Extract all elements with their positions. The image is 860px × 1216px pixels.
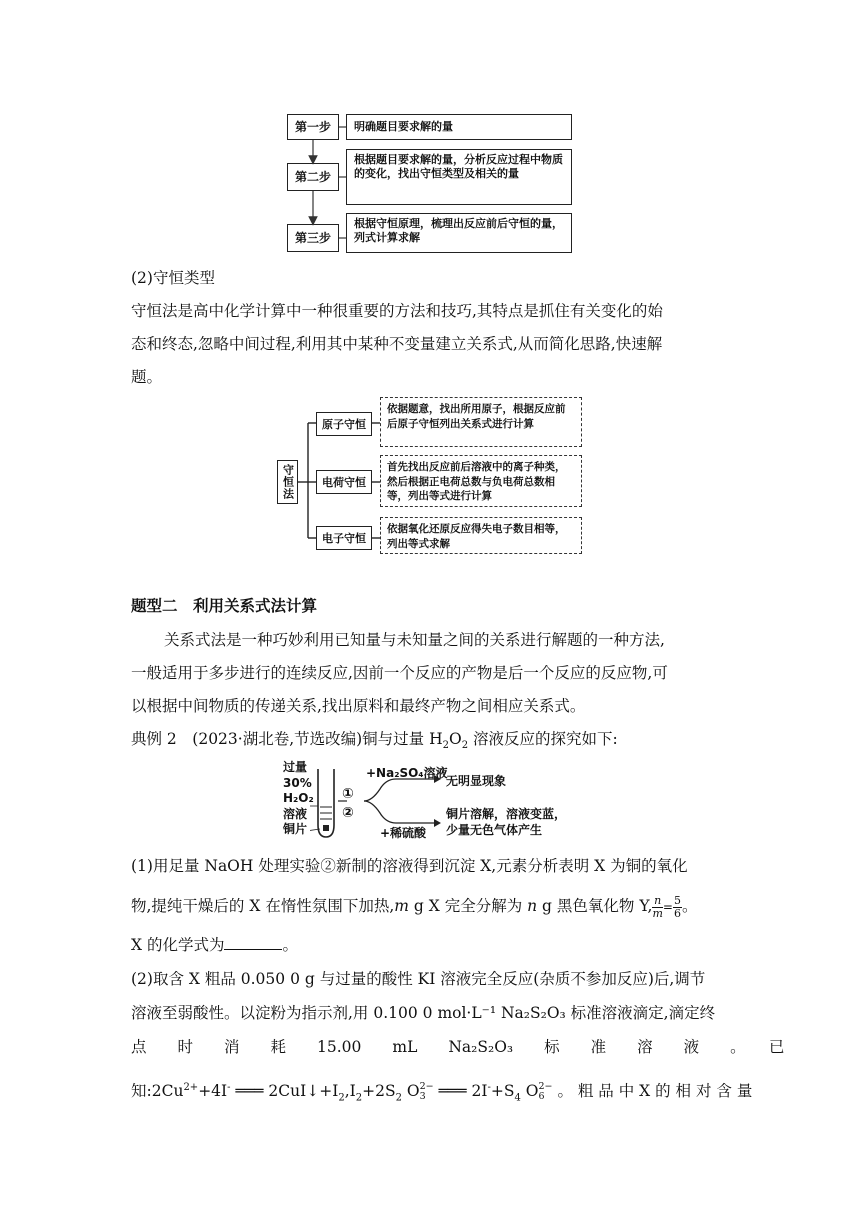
q1-line3-b: 。	[282, 936, 298, 954]
step2-desc: 根据题目要求解的量，分析反应过程中物质的变化，找出守恒类型及相关的量	[346, 149, 572, 205]
q2-l4-j: 。 粗 品 中 X 的 相 对 含 量	[552, 1082, 753, 1101]
q2-l4-sub4: 4	[514, 1092, 521, 1104]
q2-line2: 溶液至弱酸性。以淀粉为指示剂,用 0.100 0 mol·L⁻¹ Na₂S₂O₃ 标准溶液滴定,滴定终	[131, 1004, 716, 1022]
q1-var-m: m	[394, 897, 409, 915]
q2-l4-e: +2S	[362, 1082, 396, 1101]
circle-1: ①	[342, 786, 354, 802]
conservation-para-line2: 态和终态,忽略中间过程,利用其中某种不变量建立关系式,从而简化思路,快速解	[131, 335, 663, 353]
electron-conservation-desc: 依据氧化还原反应得失电子数目相等，列出等式求解	[380, 517, 582, 554]
q1-frac-nm: $\frac{n}{m}$	[652, 893, 663, 920]
q1-line1: (1)用足量 NaOH 处理实验②新制的溶液得到沉淀 X,元素分析表明 X 为铜的氧化	[131, 857, 688, 875]
result-2	[446, 806, 566, 838]
example2-intro-b: O	[449, 730, 462, 748]
q2-l4-sub1: 2	[338, 1092, 345, 1104]
circle-2: ②	[342, 805, 354, 821]
tube-label-3: H₂O₂	[283, 791, 314, 805]
step3-desc: 根据守恒原理，梳理出反应前后守恒的量，列式计算求解	[346, 213, 572, 253]
step1-box: 第一步	[287, 114, 339, 140]
q1-equals: =	[662, 900, 673, 914]
q1-line2-c: g 黑色氧化物 Y,	[537, 897, 653, 915]
example2-intro-c: 溶液反应的探究如下:	[468, 730, 618, 748]
q1-line3-a: X 的化学式为	[131, 936, 225, 954]
step1-desc: 明确题目要求解的量	[346, 114, 572, 140]
q2-l4-b: +4I	[198, 1082, 228, 1101]
q2-l4-f: O	[402, 1082, 420, 1101]
tube-label-2: 30%	[283, 775, 312, 790]
step2-box: 第二步	[287, 163, 339, 191]
tube-label-5: 铜片	[283, 822, 308, 836]
charge-conservation-box: 电荷守恒	[316, 470, 372, 494]
charge-conservation-desc: 首先找出反应前后溶液中的离子种类，然后根据正电荷总数与负电荷总数相等，列出等式进行计算	[380, 455, 582, 507]
conservation-para-line1: 守恒法是高中化学计算中一种很重要的方法和技巧,其特点是抓住有关变化的始	[131, 302, 663, 320]
type2-para-line1: 关系式法是一种巧妙利用已知量与未知量之间的关系进行解题的一种方法,	[164, 631, 665, 649]
q1-line2	[131, 891, 698, 923]
step3-box: 第三步	[287, 224, 339, 252]
q2-l4-g: ═══ 2I	[433, 1082, 488, 1101]
result-2-line1: 铜片溶解，溶液变蓝，	[446, 807, 567, 821]
q2-ion2: 2− 6	[538, 1081, 553, 1103]
example2-intro-a: 典例 2 (2023·湖北卷,节选改编)铜与过量 H	[131, 730, 443, 748]
example2-sub2: 2	[461, 740, 469, 752]
q2-l4-a: 知:2Cu	[131, 1082, 184, 1101]
type2-para-line2: 一般适用于多步进行的连续反应,因前一个反应的产物是后一个反应的反应物,可	[131, 664, 668, 682]
q1-line2-b: g X 完全分解为	[408, 897, 528, 915]
example2-sub1: 2	[442, 740, 450, 752]
q2-line3: 点 时 消 耗 15.00 mL Na₂S₂O₃ 标 准 溶 液 。 已	[131, 1038, 785, 1056]
result-2-line2: 少量无色气体产生	[446, 823, 543, 837]
reagent-1: +Na₂SO₄溶液	[366, 766, 448, 780]
answer-blank[interactable]	[224, 935, 282, 950]
q2-l4-sup3: -	[487, 1082, 491, 1093]
q2-line1: (2)取含 X 粗品 0.050 0 g 与过量的酸性 KI 溶液完全反应(杂质不参加反应)后,调节	[131, 970, 706, 988]
q1-period: 。	[681, 897, 698, 915]
flow-arrows	[280, 110, 580, 260]
q1-line3	[131, 930, 298, 961]
type2-heading: 题型二 利用关系式法计算	[131, 597, 318, 615]
q2-l4-d: ,I	[344, 1082, 356, 1101]
q1-line2-a: 物,提纯干燥后的 X 在惰性氛围下加热,	[131, 897, 395, 915]
q2-l4-c: ═══ 2CuI↓+I	[230, 1082, 339, 1101]
conservation-para-line3: 题。	[131, 368, 163, 386]
q2-l4-sub2: 2	[355, 1092, 363, 1104]
electron-conservation-box: 电子守恒	[316, 526, 372, 550]
reagent-2: +稀硫酸	[380, 826, 427, 840]
q1-var-n: n	[527, 897, 538, 915]
atom-conservation-box: 原子守恒	[316, 412, 372, 436]
type2-para-line3: 以根据中间物质的传递关系,找出原料和最终产物之间相应关系式。	[131, 697, 586, 715]
tube-label-4: 溶液	[283, 806, 308, 821]
atom-conservation-desc: 依据题意，找出所用原子，根据反应前后原子守恒列出关系式进行计算	[380, 397, 582, 447]
conservation-title: (2)守恒类型	[131, 269, 215, 287]
example2-intro	[131, 724, 618, 761]
q2-l4-h: +S	[490, 1082, 515, 1101]
q1-frac-56: $\frac{5}{6}$	[673, 893, 681, 920]
root-box: 守恒法	[277, 460, 298, 504]
q2-ion1: 2− 3	[419, 1081, 434, 1103]
q2-l4-sub3: 2	[395, 1092, 402, 1104]
q2-l4-i: O	[520, 1082, 539, 1101]
result-1: 无明显现象	[446, 774, 507, 788]
tube-label-1: 过量	[283, 760, 308, 774]
q2-line4	[131, 1072, 752, 1113]
q2-l4-sup2: -	[227, 1082, 231, 1093]
q2-l4-sup1: 2+	[183, 1082, 199, 1093]
